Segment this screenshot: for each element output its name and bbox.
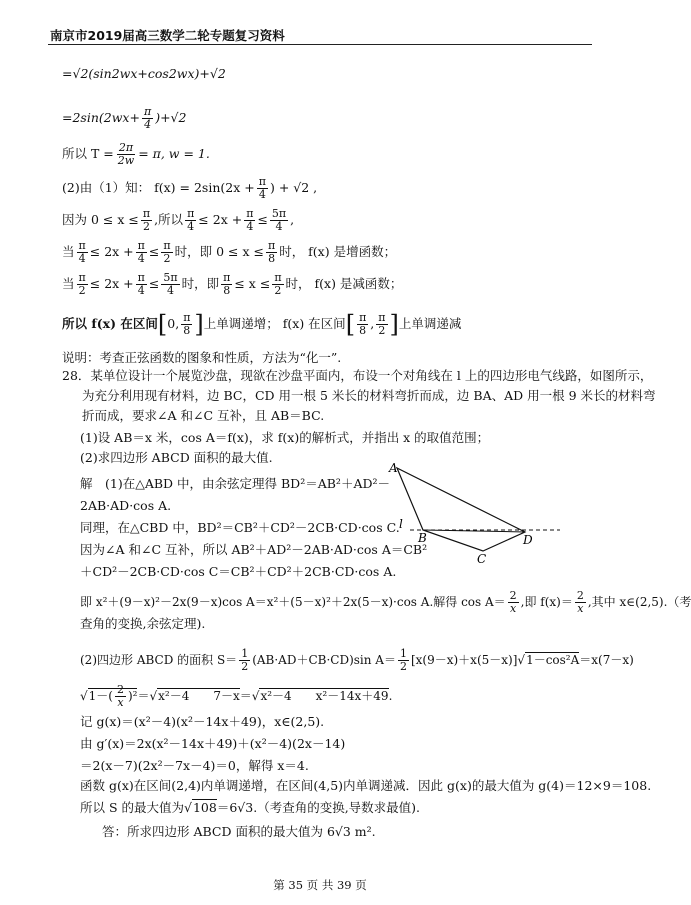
- problem-28-line-2: 为充分利用现有材料，边 BC，CD 用一根 5 米长的材料弯折而成，边 BA、AD 用一根 9 米长的材料弯: [82, 388, 656, 403]
- question-1: (1)设 AB＝x 米，cos A＝f(x)，求 f(x)的解析式，并指出 x 的取值范围；: [80, 430, 490, 445]
- quadrilateral-abcd: [397, 468, 525, 551]
- label-l: l: [399, 517, 403, 531]
- solution-line-3: 同理，在△CBD 中，BD²＝CB²＋CD²－2CB·CD·cos C.: [80, 520, 400, 535]
- solution-part2-line-4: 由 g′(x)＝2x(x²－14x＋49)＋(x²－4)(2x－14): [80, 736, 346, 751]
- line-8: 所以 f(x) 在区间[0, $\frac{\pi}{8}$ ]上单调递增； f(x) 在区间[ $\frac{\pi}{8}$ , $\frac{\pi}{2}$ ]上单调递减: [62, 310, 462, 339]
- solution-line-5: ＋CD²－2CB·CD·cos C＝CB²＋CD²＋2CB·CD·cos A.: [80, 564, 397, 579]
- label-d: D: [523, 533, 533, 547]
- label-c: C: [477, 552, 487, 566]
- solution-line-7: 查角的变换,余弦定理).: [80, 616, 206, 631]
- line-1: =√2(sin2wx+cos2wx)+√2: [62, 66, 226, 81]
- line-3: 所以 T = $\frac{2\pi}{2w}$ = π, w = 1.: [62, 141, 210, 167]
- line-9-note: 说明：考查正弦函数的图象和性质，方法为“化一”.: [62, 350, 342, 365]
- problem-28-line-3: 折而成，要求∠A 和∠C 互补，且 AB＝BC.: [82, 408, 325, 423]
- solution-part2-line-6: 函数 g(x)在区间(2,4)内单调递增，在区间(4,5)内单调递减．因此 g(x)的最大值为 g(4)＝12×9＝108.: [80, 778, 652, 793]
- page-header: 南京市2019届高三数学二轮专题复习资料: [50, 28, 285, 43]
- solution-part2-line-2: √1－( $\frac{2}{x}$ )²＝√x²－4 7－x＝√x²－4 x²－14x＋49.: [80, 683, 393, 709]
- solution-part2-line-5: ＝2(x－7)(2x²－7x－4)＝0，解得 x＝4.: [80, 758, 309, 773]
- page-footer: 第 35 页 共 39 页: [273, 878, 367, 892]
- label-a: A: [389, 461, 398, 475]
- solution-part2-line-1: (2)四边形 ABCD 的面积 S＝ $\frac{1}{2}$ (AB·AD＋CB·CD)sin A＝ $\frac{1}{2}$ [x(9－x)＋x(5－x)]√1－cos²A＝x(7－x): [80, 647, 634, 673]
- answer-line: 答：所求四边形 ABCD 面积的最大值为 6√3 m².: [102, 824, 376, 839]
- line-6: 当 $\frac{\pi}{4}$ ≤ 2x + $\frac{\pi}{4}$ ≤ $\frac{\pi}{2}$ 时，即 0 ≤ x ≤ $\frac{\pi}{8}$ 时， f(x) 是增函数；: [62, 239, 397, 265]
- solution-part2-line-3: 记 g(x)＝(x²－4)(x²－14x＋49)，x∈(2,5).: [80, 714, 325, 729]
- solution-part2-line-7: 所以 S 的最大值为√108＝6√3.（考查角的变换,导数求最值).: [80, 800, 421, 815]
- line-7: 当 $\frac{\pi}{2}$ ≤ 2x + $\frac{\pi}{4}$ ≤ $\frac{5\pi}{4}$ 时，即 $\frac{\pi}{8}$ ≤ x ≤ $\frac{\pi}{2}$ 时， f(x) 是减函数；: [62, 271, 403, 297]
- solution-line-4: 因为∠A 和∠C 互补，所以 AB²＋AD²－2AB·AD·cos A＝CB²: [80, 542, 428, 557]
- header-rule: [48, 44, 592, 45]
- solution-line-2: 2AB·AD·cos A.: [80, 498, 172, 513]
- solution-line-1: 解 (1)在△ABD 中，由余弦定理得 BD²＝AB²＋AD²－: [80, 476, 391, 491]
- line-4: (2)由（1）知： f(x) = 2sin(2x + $\frac{\pi}{4}$ ) + √2 ,: [62, 175, 318, 201]
- line-2: =2sin(2wx+ $\frac{\pi}{4}$ )+√2: [62, 105, 187, 131]
- problem-28-line-1: 28．某单位设计一个展览沙盘，现欲在沙盘平面内，布设一个对角线在 l 上的四边形电气线路，如图所示，: [62, 368, 653, 383]
- label-b: B: [418, 531, 427, 545]
- quadrilateral-diagram: [385, 460, 565, 570]
- question-2: (2)求四边形 ABCD 面积的最大值.: [80, 450, 273, 465]
- line-5: 因为 0 ≤ x ≤ $\frac{\pi}{2}$ ,所以 $\frac{\pi}{4}$ ≤ 2x + $\frac{\pi}{4}$ ≤ $\frac{5\pi}{4}$ ,: [62, 207, 295, 233]
- solution-line-6: 即 x²＋(9－x)²－2x(9－x)cos A＝x²＋(5－x)²＋2x(5－x)·cos A.解得 cos A＝ $\frac{2}{x}$ ,即 f(x)＝ $\frac{2}{x}$ ,其中 x∈(2,5).（考: [80, 589, 691, 615]
